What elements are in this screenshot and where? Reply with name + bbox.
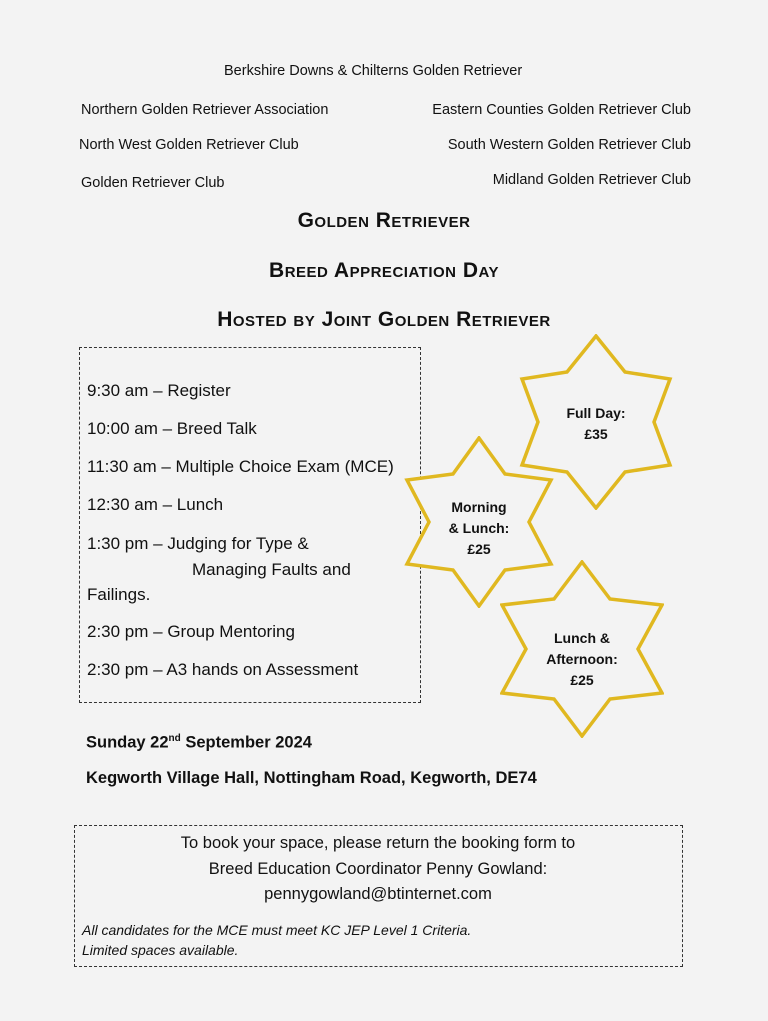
schedule-judging-end: Failings. xyxy=(87,585,151,604)
morning-label-1: Morning xyxy=(451,499,507,515)
title-hosted-by: Hosted by Joint Golden Retriever xyxy=(217,308,551,331)
title-golden-retriever: Golden Retriever xyxy=(297,209,471,232)
title-breed-appreciation: Breed Appreciation Day xyxy=(269,259,499,282)
event-date: Sunday 22nd September 2024 xyxy=(86,733,312,752)
afternoon-label-2: Afternoon: xyxy=(546,651,618,667)
club-northern: Northern Golden Retriever Association xyxy=(81,102,329,118)
club-midland: Midland Golden Retriever Club xyxy=(492,172,691,188)
morning-price: £25 xyxy=(467,541,491,557)
club-golden-retriever: Golden Retriever Club xyxy=(81,175,225,191)
booking-line-1: To book your space, please return the booking form to xyxy=(180,834,576,852)
morning-label-2: & Lunch: xyxy=(448,520,510,536)
schedule-mentoring: 2:30 pm – Group Mentoring xyxy=(87,622,295,641)
schedule-judging: 1:30 pm – Judging for Type & xyxy=(87,534,309,553)
price-star-afternoon xyxy=(500,560,664,738)
event-venue: Kegworth Village Hall, Nottingham Road, Kegworth, DE74 xyxy=(86,769,537,787)
schedule-breed-talk: 10:00 am – Breed Talk xyxy=(87,419,257,438)
club-berkshire: Berkshire Downs & Chilterns Golden Retriever xyxy=(224,63,523,79)
full-day-price: £35 xyxy=(584,426,608,442)
schedule-lunch: 12:30 am – Lunch xyxy=(87,495,224,514)
club-north-west: North West Golden Retriever Club xyxy=(79,137,299,153)
club-eastern-counties: Eastern Counties Golden Retriever Club xyxy=(432,102,691,118)
club-south-western: South Western Golden Retriever Club xyxy=(447,137,691,153)
afternoon-price: £25 xyxy=(570,672,594,688)
schedule-judging-cont: Managing Faults and xyxy=(192,560,351,579)
booking-email[interactable]: pennygowland@btinternet.com xyxy=(264,885,492,903)
schedule-exam: 11:30 am – Multiple Choice Exam (MCE) xyxy=(87,457,394,476)
full-day-label: Full Day: xyxy=(566,405,626,421)
booking-note-limited: Limited spaces available. xyxy=(82,942,239,958)
schedule-register: 9:30 am – Register xyxy=(87,381,231,400)
booking-line-2: Breed Education Coordinator Penny Gowland: xyxy=(208,860,548,878)
afternoon-label-1: Lunch & xyxy=(554,630,610,646)
booking-note-mce: All candidates for the MCE must meet KC JEP Level 1 Criteria. xyxy=(82,922,472,938)
schedule-assessment: 2:30 pm – A3 hands on Assessment xyxy=(87,660,359,679)
